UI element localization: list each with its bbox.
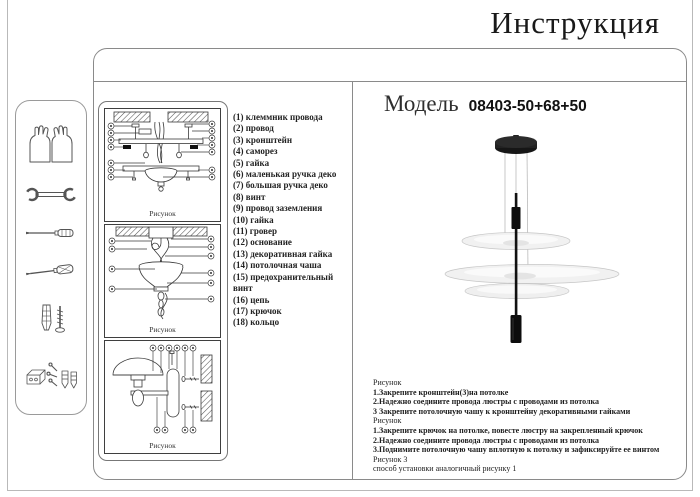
parts-list-line: (4) саморез — [233, 146, 278, 157]
parts-list-line: (9) провод заземления — [233, 203, 323, 214]
wall-anchor-and-screw-icon — [31, 302, 71, 338]
required-tools-panel — [15, 100, 87, 415]
figure-2-caption: Рисунок — [149, 325, 176, 334]
parts-list-line: (18) кольцо — [233, 317, 280, 328]
work-gloves-icon — [24, 122, 78, 164]
model-header — [384, 91, 587, 117]
instruction-line: 2.Надежно соедините провода люстры с проводами из потолка — [373, 435, 599, 445]
parts-list-line: (14) потолочная чаша — [233, 260, 322, 271]
parts-list — [233, 112, 359, 329]
figures-panel — [98, 101, 228, 461]
parts-list-line: (12) основание — [233, 237, 292, 248]
parts-list-line: (8) винт — [233, 191, 266, 202]
parts-list-line: (5) гайка — [233, 157, 270, 168]
model-label: Модель — [384, 91, 459, 116]
parts-list-line: (13) декоративная гайка — [233, 248, 333, 259]
figure-1-caption: Рисунок — [149, 209, 176, 218]
parts-list-line: (17) крючок — [233, 305, 282, 316]
instruction-line: 3.Поднимите потолочную чашу вплотную к потолку и зафиксируйте ее винтом — [373, 445, 660, 455]
parts-list-line: (10) гайка — [233, 214, 274, 225]
page-title: Инструкция — [490, 5, 660, 40]
instruction-line: способ установки аналогичный рисунку 1 — [373, 464, 517, 474]
phillips-screwdriver-icon — [24, 261, 78, 281]
pendant-lamp-illustration — [420, 131, 640, 345]
model-number: 08403-50+68+50 — [468, 98, 587, 115]
parts-list-line: (15) предохранительный — [233, 271, 334, 282]
header-divider — [94, 81, 686, 82]
figure-3-wall-mounting — [104, 340, 221, 454]
parts-list-line: (11) гровер — [233, 226, 277, 237]
instruction-line: 1.Закрепите крючок на потолке, повесте люстру на закрепленный крючок — [373, 425, 643, 435]
flat-screwdriver-icon — [24, 226, 78, 240]
instruction-line: Рисунок — [373, 378, 402, 387]
instruction-line: 2.Надежно соедините провода люстры с проводами из потолка — [373, 397, 599, 407]
figure-2-hook-mounting — [104, 224, 221, 338]
parts-list-line: (1) клеммник провода — [233, 112, 323, 122]
instruction-line: Рисунок 3 — [373, 454, 408, 464]
figure-1-bracket-mounting — [104, 108, 221, 222]
parts-list-line: (3) кронштейн — [233, 134, 293, 145]
parts-list-line: (7) большая ручка деко — [233, 180, 328, 191]
instruction-line: Рисунок — [373, 416, 402, 426]
instruction-line: 3 Закрепите потолочную чашу к кронштейну декоративными гайками — [373, 406, 631, 416]
parts-list-line: (6) маленькая ручка деко — [233, 169, 337, 180]
parts-list-line: винт — [233, 283, 253, 294]
mounting-hardware-set-icon — [24, 359, 78, 393]
instruction-line: 1.Закрепите кронштейн(3)на потолке — [373, 387, 509, 397]
open-end-wrench-icon — [24, 185, 78, 205]
parts-list-line: (16) цепь — [233, 294, 270, 305]
figure-3-caption: Рисунок — [149, 441, 176, 450]
parts-list-line: (2) провод — [233, 123, 274, 134]
assembly-instructions — [373, 378, 675, 474]
